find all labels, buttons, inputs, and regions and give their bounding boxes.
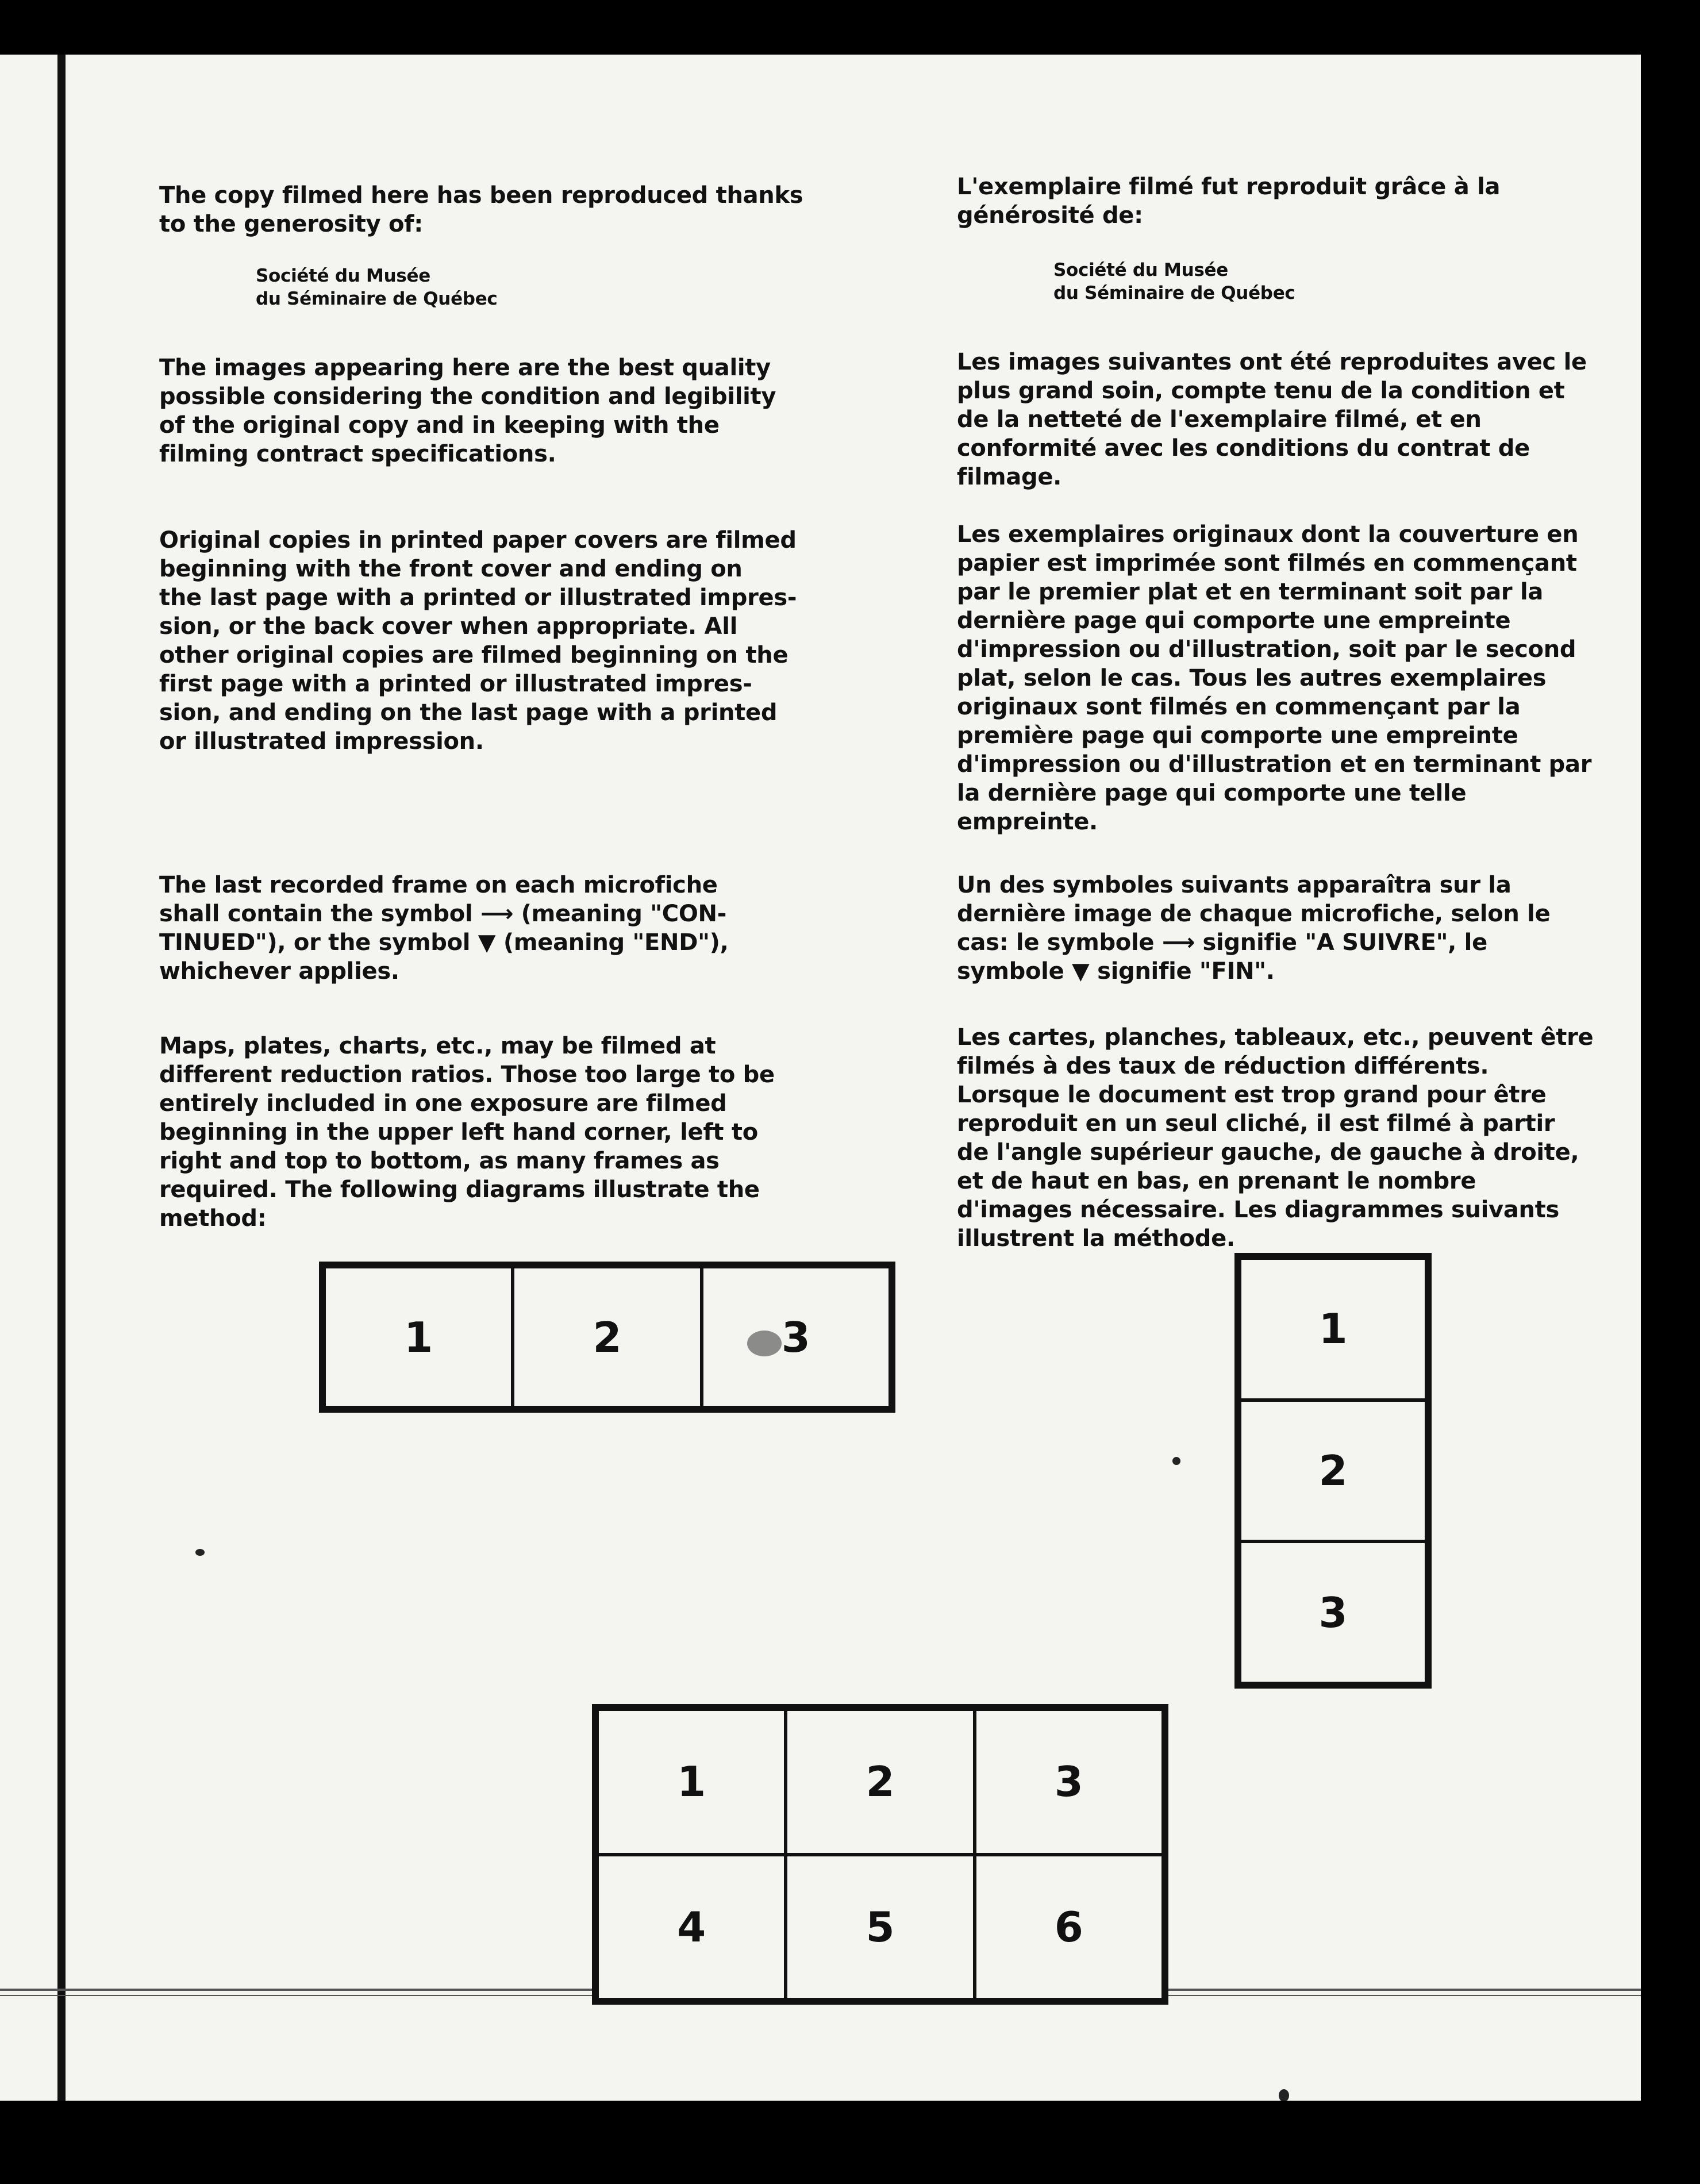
filmed-page	[0, 55, 1641, 2101]
diagram-cell: 2	[1240, 1400, 1426, 1542]
diagram-cell: 1	[324, 1267, 513, 1408]
english-paragraph-symbols: The last recorded frame on each microfiche shall contain the symbol ⟶ (meaning "CON- TINUED"), or the symbol ▼ (meaning "END"), whichever applies.	[159, 872, 729, 985]
french-paragraph-maps: Les cartes, planches, tableaux, etc., peuvent être filmés à des taux de réduction différents. Lorsque le document est trop grand pour être reproduit en un seul cliché, il est filmé à partir de l'angle supérieur gauche, de gauche à droite, et de haut en bas, en prenant le nombre d'images nécessaire. Les diagrammes suivants illustrent la méthode.	[957, 1024, 1594, 1252]
diagram-cell: 1	[597, 1709, 786, 1855]
film-speck	[747, 1331, 782, 1356]
french-paragraph-symbols: Un des symboles suivants apparaîtra sur la dernière image de chaque microfiche, selon le cas: le symbole ⟶ signifie "A SUIVRE", le symbole ▼ signifie "FIN".	[957, 872, 1551, 985]
french-paragraph-quality: Les images suivantes ont été reproduites avec le plus grand soin, compte tenu de la condition et de la netteté de l'exemplaire filmé, et en conformité avec les conditions du contrat de filmage.	[957, 349, 1587, 490]
diagram-cell: 3	[1240, 1541, 1426, 1683]
diagram-vertical	[1234, 1253, 1432, 1689]
film-speck	[1279, 2089, 1289, 2101]
film-speck	[1172, 1457, 1180, 1465]
french-library-name: Société du Musée du Séminaire de Québec	[1053, 260, 1295, 303]
page-edge-line	[57, 55, 66, 2101]
diagram-cell: 6	[975, 1855, 1163, 2000]
diagram-cell: 2	[786, 1709, 974, 1855]
diagram-cell: 3	[702, 1267, 890, 1408]
diagram-cell: 5	[786, 1855, 974, 2000]
diagram-cell: 4	[597, 1855, 786, 2000]
diagram-horizontal	[319, 1262, 895, 1413]
diagram-cell: 2	[513, 1267, 701, 1408]
english-paragraph-covers: Original copies in printed paper covers are filmed beginning with the front cover and ending on the last page with a printed or illustrated impres- sion, or the back cover when appropriate. All other original copies are filmed beginning on the first page with a printed or illustrated impres- sion, and ending on the last page with a printed or illustrated impression.	[159, 527, 797, 755]
film-speck	[195, 1549, 205, 1556]
french-intro: L'exemplaire filmé fut reproduit grâce à la générosité de:	[957, 174, 1501, 229]
diagram-cell: 3	[975, 1709, 1163, 1855]
french-paragraph-covers: Les exemplaires originaux dont la couverture en papier est imprimée sont filmés en commençant par le premier plat et en terminant soit par la dernière page qui comporte une empreinte d'impression ou d'illustration, soit par le second plat, selon le cas. Tous les autres exemplaires originaux sont filmés en commençant par la première page qui comporte une empreinte d'impression ou d'illustration et en terminant par la dernière page qui comporte une telle empreinte.	[957, 521, 1592, 835]
english-intro: The copy filmed here has been reproduced thanks to the generosity of:	[159, 182, 803, 237]
diagram-cell: 1	[1240, 1258, 1426, 1400]
english-paragraph-quality: The images appearing here are the best quality possible considering the condition and legibility of the original copy and in keeping with the filming contract specifications.	[159, 355, 776, 467]
english-library-name: Société du Musée du Séminaire de Québec	[256, 266, 498, 309]
english-paragraph-maps: Maps, plates, charts, etc., may be filmed at different reduction ratios. Those too large to be entirely included in one exposure are filmed beginning in the upper left hand corner, left to right and top to bottom, as many frames as required. The following diagrams illustrate the method:	[159, 1033, 775, 1232]
diagram-grid-2x3	[592, 1704, 1168, 2005]
